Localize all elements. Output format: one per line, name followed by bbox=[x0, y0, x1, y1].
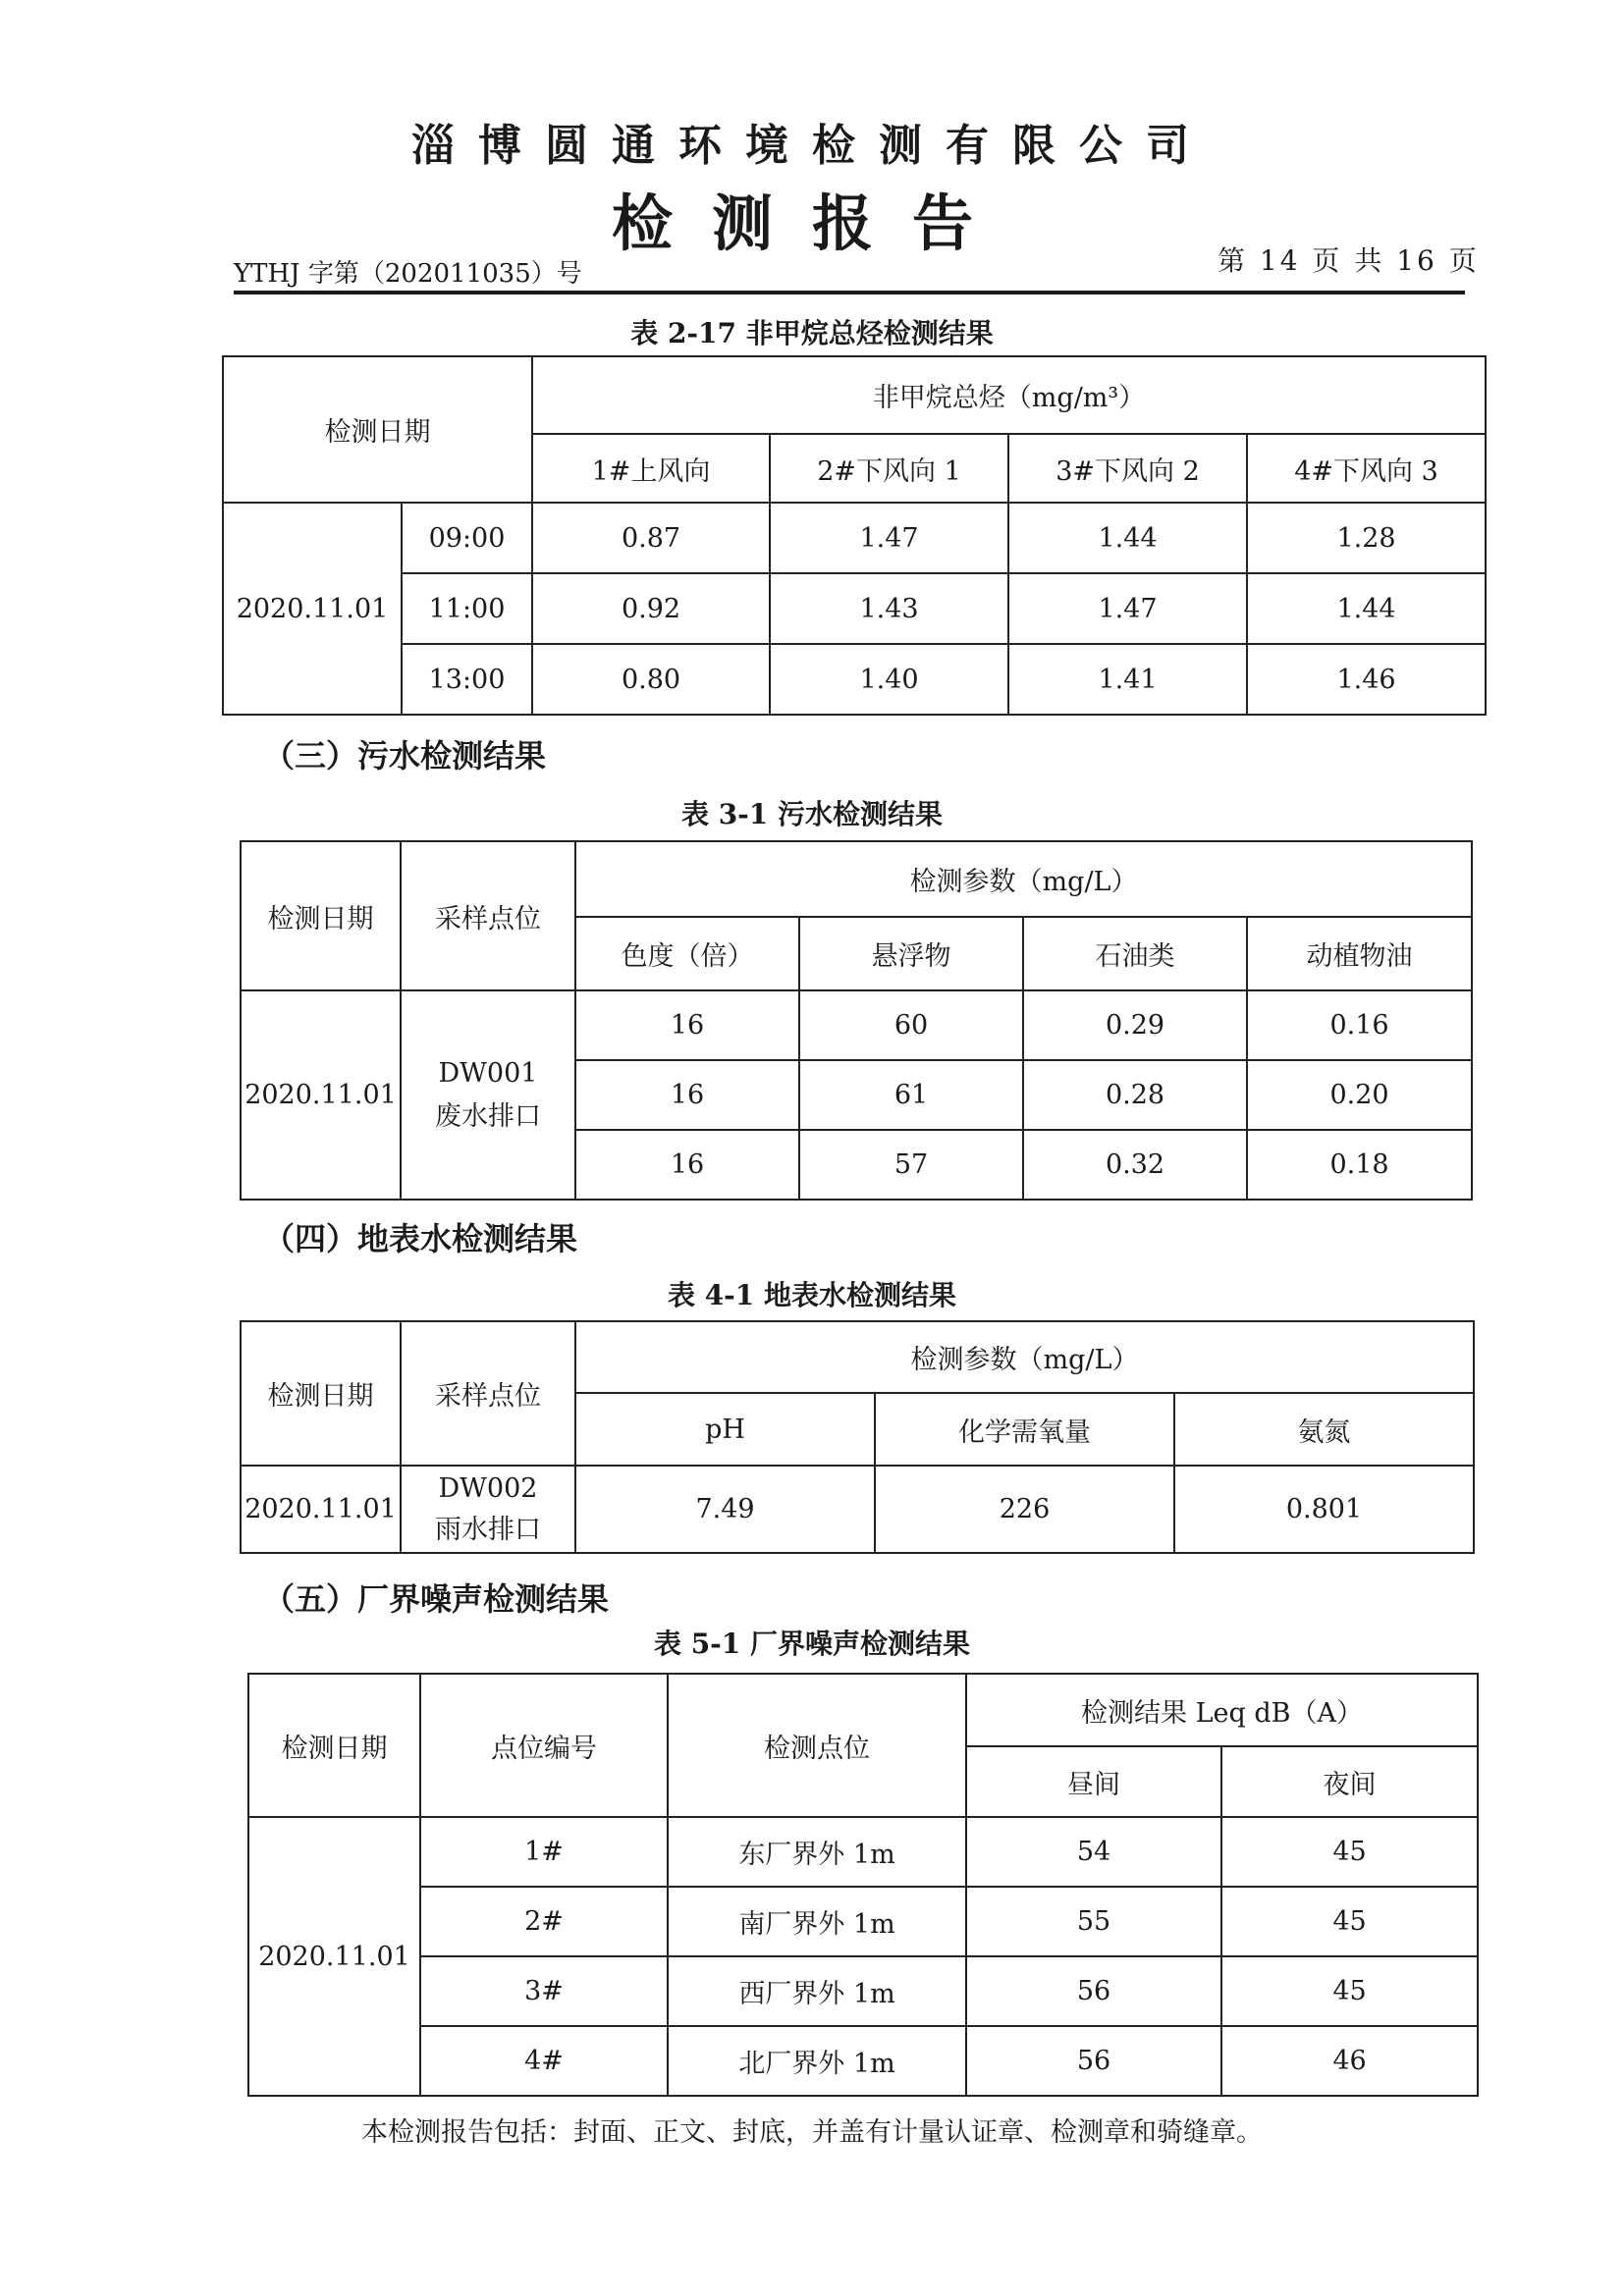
value-cell: 0.28 bbox=[1023, 1060, 1247, 1130]
value-cell: 0.32 bbox=[1023, 1130, 1247, 1200]
time-cell: 13:00 bbox=[402, 644, 532, 715]
table-nmhc bbox=[222, 355, 1487, 716]
report-title: 检测报告 bbox=[611, 187, 1012, 259]
code-header: 点位编号 bbox=[420, 1674, 668, 1817]
value-cell: 0.18 bbox=[1247, 1130, 1472, 1200]
value-cell: 1.47 bbox=[1008, 573, 1247, 644]
column-header: 悬浮物 bbox=[799, 917, 1023, 990]
value-cell: 1.47 bbox=[770, 503, 1008, 573]
column-header: 3#下风向 2 bbox=[1008, 434, 1247, 503]
value-cell: 0.29 bbox=[1023, 990, 1247, 1060]
section-3-heading: （三）污水检测结果 bbox=[263, 737, 547, 774]
nmhc-group-header: 非甲烷总烃（mg/m³） bbox=[532, 356, 1486, 434]
table-wastewater bbox=[240, 840, 1473, 1201]
value-cell: 61 bbox=[799, 1060, 1023, 1130]
day-value: 55 bbox=[966, 1887, 1221, 1956]
table-surface-water bbox=[240, 1320, 1475, 1554]
section-5-heading: （五）厂界噪声检测结果 bbox=[263, 1580, 610, 1618]
value-cell: 57 bbox=[799, 1130, 1023, 1200]
date-cell: 2020.11.01 bbox=[248, 1817, 420, 2096]
site-cell bbox=[401, 1466, 575, 1553]
value-cell: 1.40 bbox=[770, 644, 1008, 715]
column-header: 色度（倍） bbox=[575, 917, 799, 990]
night-value: 45 bbox=[1221, 1817, 1478, 1887]
table-5-1-caption: 表 5-1 厂界噪声检测结果 bbox=[653, 1628, 971, 1660]
column-header: 氨氮 bbox=[1174, 1393, 1474, 1466]
value-cell: 1.41 bbox=[1008, 644, 1247, 715]
night-value: 45 bbox=[1221, 1887, 1478, 1956]
table-row bbox=[223, 573, 1486, 644]
table-row bbox=[248, 1956, 1478, 2026]
code-cell: 2# bbox=[420, 1887, 668, 1956]
site-code: DW002 bbox=[438, 1472, 538, 1504]
column-header: 1#上风向 bbox=[532, 434, 770, 503]
table-row bbox=[241, 1466, 1474, 1553]
point-cell: 北厂界外 1m bbox=[668, 2026, 966, 2096]
column-header: pH bbox=[575, 1393, 875, 1466]
column-header: 动植物油 bbox=[1247, 917, 1472, 990]
point-header: 检测点位 bbox=[668, 1674, 966, 1817]
value-cell: 1.44 bbox=[1247, 573, 1486, 644]
site-label: 雨水排口 bbox=[435, 1514, 541, 1545]
footer-note: 本检测报告包括：封面、正文、封底，并盖有计量认证章、检测章和骑缝章。 bbox=[361, 2117, 1263, 2148]
table-row bbox=[248, 2026, 1478, 2096]
value-cell: 16 bbox=[575, 1130, 799, 1200]
param-group-header: 检测参数（mg/L） bbox=[575, 841, 1472, 917]
value-cell: 0.80 bbox=[532, 644, 770, 715]
site-cell bbox=[401, 990, 575, 1200]
value-cell: 0.801 bbox=[1174, 1466, 1474, 1553]
page-number: 第 14 页 共 16 页 bbox=[1218, 244, 1480, 277]
column-header-day: 昼间 bbox=[966, 1746, 1221, 1817]
param-group-header: 检测参数（mg/L） bbox=[575, 1321, 1474, 1393]
code-cell: 3# bbox=[420, 1956, 668, 2026]
value-cell: 0.92 bbox=[532, 573, 770, 644]
date-header: 检测日期 bbox=[248, 1674, 420, 1817]
company-name: 淄博圆通环境检测有限公司 bbox=[411, 121, 1213, 171]
site-code: DW001 bbox=[438, 1057, 538, 1089]
table-row bbox=[248, 1817, 1478, 1887]
column-header: 4#下风向 3 bbox=[1247, 434, 1486, 503]
date-header: 检测日期 bbox=[223, 356, 532, 503]
value-cell: 1.28 bbox=[1247, 503, 1486, 573]
section-4-heading: （四）地表水检测结果 bbox=[263, 1220, 578, 1257]
point-cell: 西厂界外 1m bbox=[668, 1956, 966, 2026]
table-4-1-caption: 表 4-1 地表水检测结果 bbox=[667, 1279, 957, 1311]
table-row bbox=[223, 503, 1486, 573]
day-value: 56 bbox=[966, 2026, 1221, 2096]
night-value: 45 bbox=[1221, 1956, 1478, 2026]
value-cell: 1.44 bbox=[1008, 503, 1247, 573]
site-header: 采样点位 bbox=[401, 1321, 575, 1466]
table-row bbox=[241, 990, 1472, 1060]
code-cell: 4# bbox=[420, 2026, 668, 2096]
date-header: 检测日期 bbox=[241, 841, 401, 990]
site-label: 废水排口 bbox=[435, 1100, 541, 1132]
value-cell: 226 bbox=[875, 1466, 1174, 1553]
value-cell: 0.20 bbox=[1247, 1060, 1472, 1130]
table-3-1-caption: 表 3-1 污水检测结果 bbox=[680, 798, 944, 830]
table-noise bbox=[247, 1673, 1479, 2097]
header-rule bbox=[234, 291, 1465, 294]
column-header-night: 夜间 bbox=[1221, 1746, 1478, 1817]
value-cell: 0.16 bbox=[1247, 990, 1472, 1060]
date-cell: 2020.11.01 bbox=[241, 990, 401, 1200]
day-value: 56 bbox=[966, 1956, 1221, 2026]
table-row bbox=[223, 644, 1486, 715]
time-cell: 11:00 bbox=[402, 573, 532, 644]
value-cell: 1.46 bbox=[1247, 644, 1486, 715]
point-cell: 东厂界外 1m bbox=[668, 1817, 966, 1887]
date-header: 检测日期 bbox=[241, 1321, 401, 1466]
value-cell: 16 bbox=[575, 1060, 799, 1130]
table-row bbox=[248, 1887, 1478, 1956]
noise-group-header: 检测结果 Leq dB（A） bbox=[966, 1674, 1478, 1746]
table-2-17-caption: 表 2-17 非甲烷总烃检测结果 bbox=[630, 317, 994, 349]
value-cell: 1.43 bbox=[770, 573, 1008, 644]
value-cell: 0.87 bbox=[532, 503, 770, 573]
value-cell: 16 bbox=[575, 990, 799, 1060]
value-cell: 7.49 bbox=[575, 1466, 875, 1553]
time-cell: 09:00 bbox=[402, 503, 532, 573]
column-header: 化学需氧量 bbox=[875, 1393, 1174, 1466]
code-cell: 1# bbox=[420, 1817, 668, 1887]
date-cell: 2020.11.01 bbox=[241, 1466, 401, 1553]
date-cell: 2020.11.01 bbox=[223, 503, 402, 715]
column-header: 石油类 bbox=[1023, 917, 1247, 990]
night-value: 46 bbox=[1221, 2026, 1478, 2096]
point-cell: 南厂界外 1m bbox=[668, 1887, 966, 1956]
day-value: 54 bbox=[966, 1817, 1221, 1887]
value-cell: 60 bbox=[799, 990, 1023, 1060]
site-header: 采样点位 bbox=[401, 841, 575, 990]
column-header: 2#下风向 1 bbox=[770, 434, 1008, 503]
report-reference: YTHJ 字第（202011035）号 bbox=[234, 259, 582, 289]
